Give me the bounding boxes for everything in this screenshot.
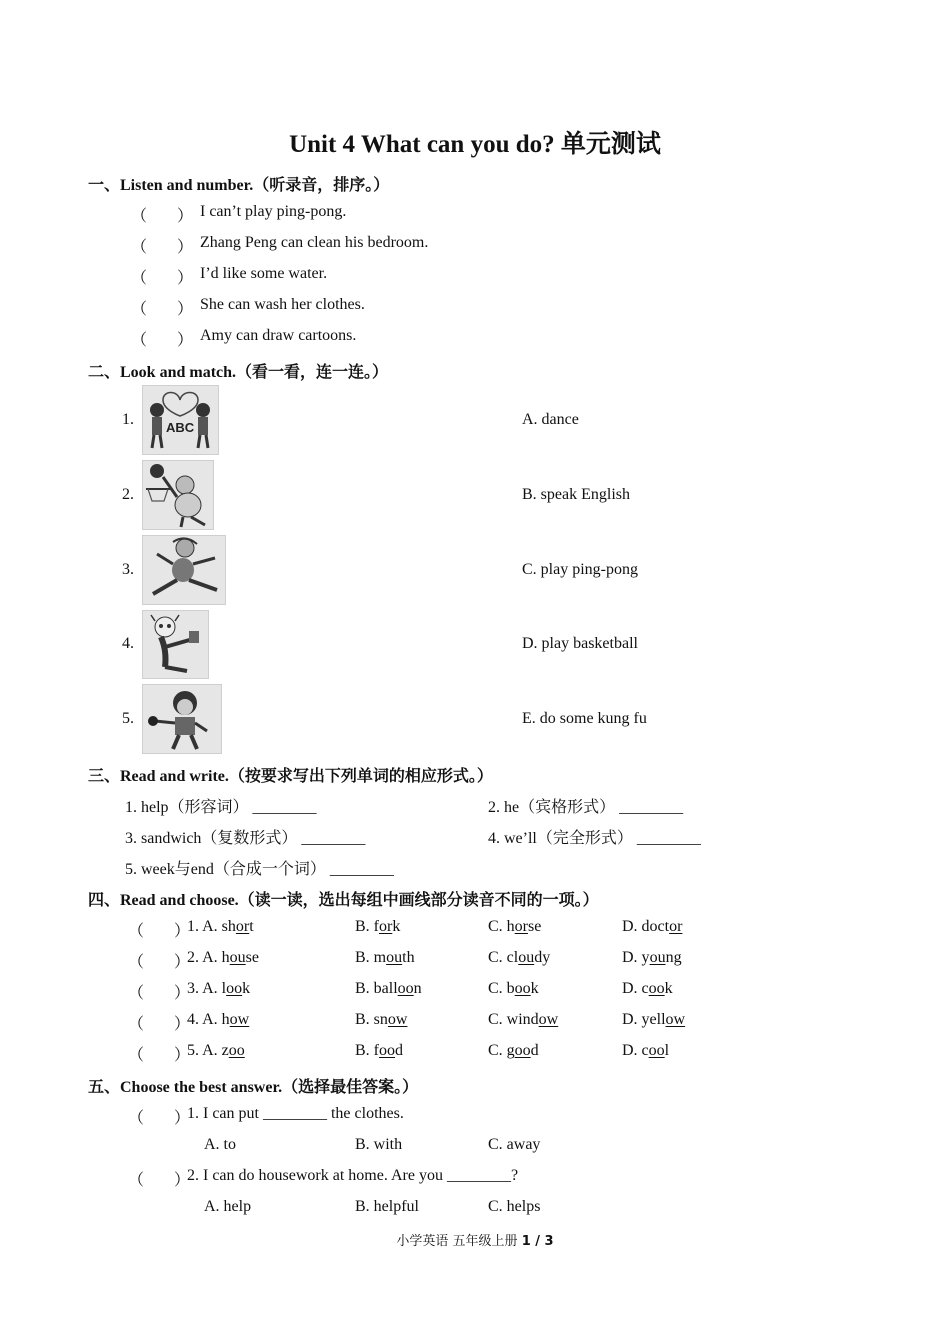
choice-a: 3. A. look [187, 980, 251, 997]
write-item-1: 1. help（形容词） ________ [125, 799, 317, 816]
choice-c: C. horse [488, 918, 542, 935]
children-abc-image [142, 385, 219, 455]
write-item-4: 4. we’ll（完全形式） ________ [488, 830, 701, 847]
underlined-letters: oo [648, 1042, 665, 1059]
underlined-letters: oo [379, 1042, 395, 1059]
choice-d: D. young [622, 949, 682, 966]
section2-heading: 二、Look and match.（看一看，连一连。） [88, 364, 389, 381]
section4-heading: 四、Read and choose.（读一读，选出每组中画线部分读音不同的一项。） [88, 892, 599, 909]
underlined-letters: ou [386, 949, 403, 966]
underlined-letters: oo [514, 1042, 531, 1059]
listen-item: Zhang Peng can clean his bedroom. [200, 234, 429, 251]
listen-item: I’d like some water. [200, 265, 328, 282]
listen-item: She can wash her clothes. [200, 296, 365, 313]
underlined-letters: oo [514, 980, 531, 997]
underlined-letters: oo [648, 980, 665, 997]
match-number-5: 5. [122, 710, 134, 727]
underlined-letters: ow [665, 1011, 686, 1028]
underlined-letters: ow [229, 1011, 250, 1028]
choice-b: B. snow [355, 1011, 408, 1028]
underlined-letters: or [235, 918, 250, 935]
choice-b: B. fork [355, 918, 401, 935]
question-1-option-c: C. away [488, 1136, 541, 1153]
choice-d: D. cook [622, 980, 673, 997]
question-2-option-b: B. helpful [355, 1198, 419, 1215]
question-2-option-a: A. help [204, 1198, 252, 1215]
ping-pong-player-image [142, 684, 222, 754]
underlined-letters: oo [228, 1042, 245, 1059]
dancing-child-image [142, 535, 226, 605]
question-1-option-a: A. to [204, 1136, 236, 1153]
choice-a: 2. A. house [187, 949, 259, 966]
page-title: Unit 4 What can you do? 单元测试 [289, 131, 661, 158]
question-1-option-b: B. with [355, 1136, 403, 1153]
footer-text: 小学英语 五年级上册 [396, 1234, 522, 1249]
section5-heading: 五、Choose the best answer.（选择最佳答案。） [88, 1079, 419, 1096]
choice-c: C. cloudy [488, 949, 551, 966]
match-number-3: 3. [122, 561, 134, 578]
question-1-stem: 1. I can put ________ the clothes. [187, 1105, 404, 1122]
kung-fu-monkey-image [142, 610, 209, 679]
write-item-3: 3. sandwich（复数形式） ________ [125, 830, 366, 847]
choice-a: 4. A. how [187, 1011, 250, 1028]
listen-item: I can’t play ping-pong. [200, 203, 347, 220]
choice-c: C. window [488, 1011, 559, 1028]
section1-heading: 一、Listen and number.（听录音，排序。） [88, 177, 390, 194]
basketball-player-image [142, 460, 214, 530]
match-option-e: E. do some kung fu [522, 710, 647, 727]
underlined-letters: ow [538, 1011, 559, 1028]
choice-d: D. doctor [622, 918, 683, 935]
section3-heading: 三、Read and write.（按要求写出下列单词的相应形式。） [88, 768, 493, 785]
match-option-b: B. speak English [522, 486, 630, 503]
match-option-a: A. dance [522, 411, 579, 428]
match-number-1: 1. [122, 411, 134, 428]
choice-b: B. mouth [355, 949, 415, 966]
underlined-letters: ou [649, 949, 666, 966]
match-number-4: 4. [122, 635, 134, 652]
underlined-letters: or [514, 918, 528, 935]
underlined-letters: ow [387, 1011, 408, 1028]
choice-b: B. balloon [355, 980, 422, 997]
svg-text:ABC: ABC [166, 420, 195, 435]
match-option-d: D. play basketball [522, 635, 638, 652]
match-option-c: C. play ping-pong [522, 561, 638, 578]
underlined-letters: or [669, 918, 683, 935]
choice-b: B. food [355, 1042, 403, 1059]
underlined-letters: oo [226, 980, 243, 997]
choice-a: 1. A. short [187, 918, 254, 935]
listen-item: Amy can draw cartoons. [200, 327, 357, 344]
question-2-option-c: C. helps [488, 1198, 541, 1215]
underlined-letters: oo [397, 980, 414, 997]
write-item-5: 5. week与end（合成一个词） ________ [125, 861, 394, 878]
page-number: 1 / 3 [521, 1234, 554, 1249]
choice-d: D. cool [622, 1042, 670, 1059]
underlined-letters: ou [518, 949, 535, 966]
question-2-stem: 2. I can do housework at home. Are you ________? [187, 1167, 519, 1184]
choice-c: C. book [488, 980, 539, 997]
underlined-letters: or [379, 918, 393, 935]
write-item-2: 2. he（宾格形式） ________ [488, 799, 684, 816]
underlined-letters: ou [229, 949, 246, 966]
choice-a: 5. A. zoo [187, 1042, 245, 1059]
choice-d: D. yellow [622, 1011, 686, 1028]
choice-c: C. good [488, 1042, 539, 1059]
match-number-2: 2. [122, 486, 134, 503]
page-footer [0, 1230, 950, 1249]
